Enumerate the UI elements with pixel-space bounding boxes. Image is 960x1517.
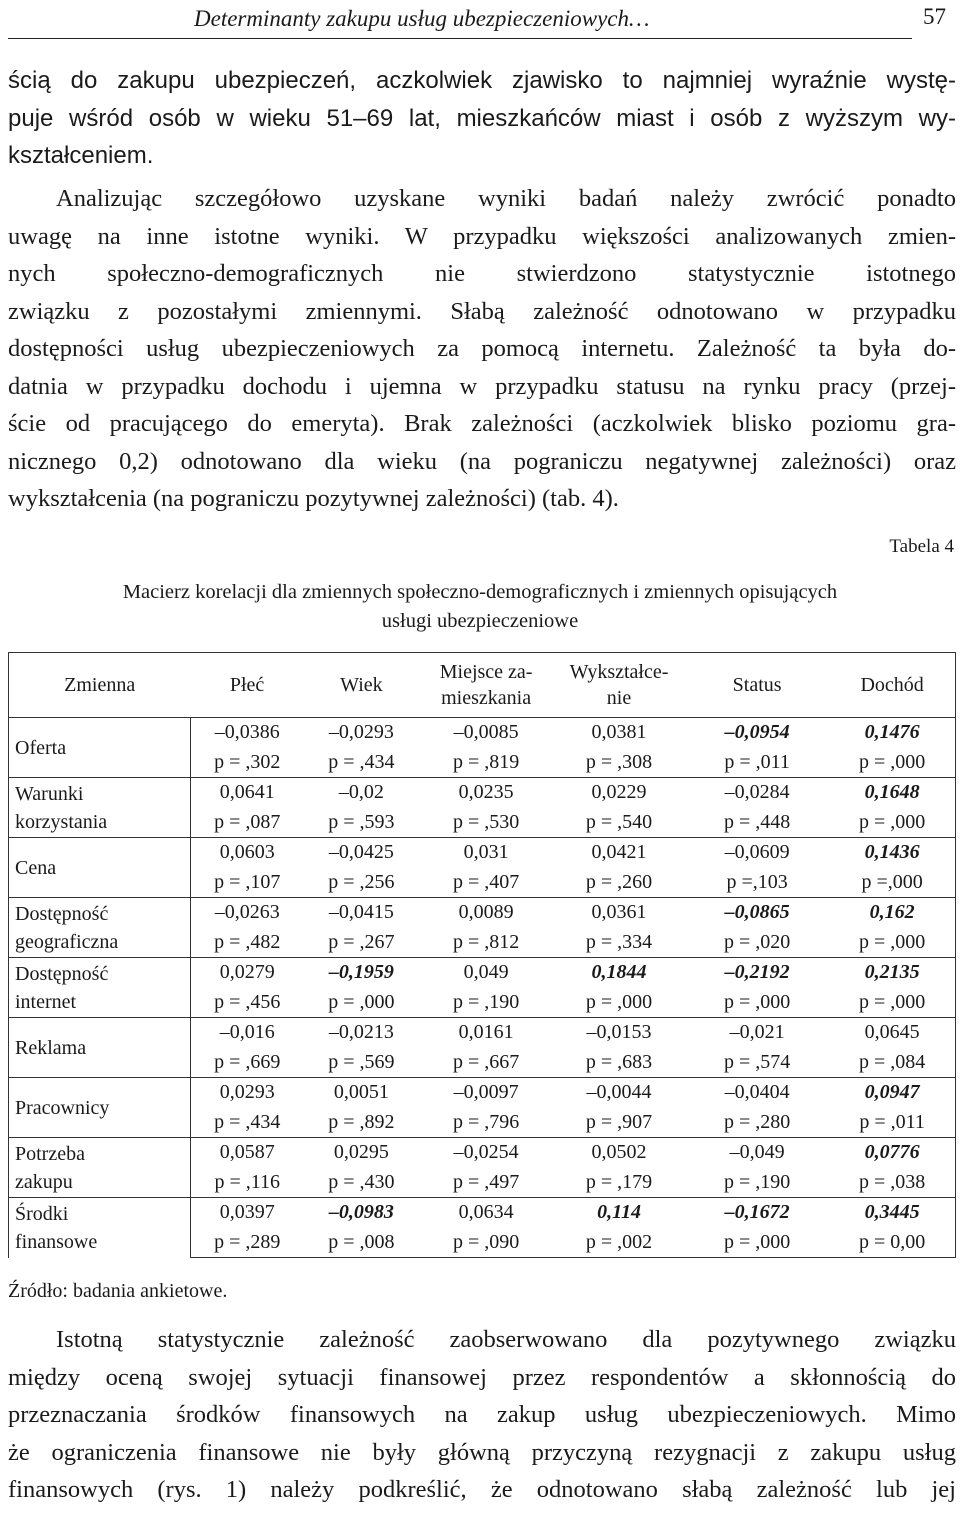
- correlation-cell: 0,0279: [219, 961, 275, 983]
- p-value-cell: p = ,334: [553, 928, 685, 958]
- correlation-cell: 0,114: [597, 1201, 641, 1223]
- p-value-cell: p = ,308: [553, 748, 685, 778]
- correlation-cell: –0,021: [729, 1021, 785, 1043]
- p-value-cell: p = ,107: [190, 868, 303, 898]
- text-line: kształceniem.: [8, 142, 154, 169]
- p-value-cell: p = ,260: [553, 868, 685, 898]
- caption-line: Macierz korelacji dla zmiennych społeczno-demograficznych i zmiennych opisujących: [122, 581, 838, 603]
- running-head-title: Determinanty zakupu usług ubezpieczeniowych…: [194, 6, 650, 31]
- column-header-line: Dochód: [860, 674, 924, 696]
- correlation-cell: –0,0404: [724, 1081, 790, 1103]
- paragraph-1: [8, 62, 956, 175]
- column-header-line: mieszkania: [441, 687, 532, 709]
- correlation-cell: –0,0097: [453, 1081, 519, 1103]
- correlation-cell: 0,0603: [219, 841, 275, 863]
- table-row: [9, 898, 956, 928]
- text-line: że ograniczenia finansowe nie były główną przyczyną rezygnacji z zakupu usług: [8, 1438, 956, 1466]
- variable-label-line: internet: [15, 990, 77, 1013]
- correlation-cell: 0,0229: [591, 781, 647, 803]
- correlation-cell: 0,031: [463, 841, 509, 863]
- p-value-cell: p = ,190: [419, 988, 553, 1018]
- p-value-cell: p = ,683: [553, 1048, 685, 1078]
- text-line: uwagę na inne istotne wyniki. W przypadku większości analizowanych zmien-: [8, 222, 956, 250]
- variable-label-line: Pracownicy: [15, 1096, 110, 1119]
- correlation-cell: 0,0634: [458, 1201, 514, 1223]
- column-header: [9, 653, 191, 718]
- variable-label-line: Reklama: [15, 1036, 87, 1059]
- p-value-cell: p = ,000: [829, 988, 955, 1018]
- p-value-cell: p = ,179: [553, 1168, 685, 1198]
- correlation-cell: 0,162: [829, 898, 955, 928]
- correlation-cell: –0,0954: [724, 721, 790, 743]
- table-source: Źródło: badania ankietowe.: [8, 1280, 228, 1302]
- correlation-cell: 0,0051: [333, 1081, 389, 1103]
- p-value-cell: p = ,574: [685, 1048, 829, 1078]
- p-value-cell: p = ,000: [304, 988, 419, 1018]
- correlation-cell: 0,0502: [591, 1141, 647, 1163]
- paragraph-3: [8, 1321, 956, 1509]
- p-value-cell: p = ,593: [304, 808, 419, 838]
- correlation-cell: –0,0254: [453, 1141, 519, 1163]
- table-row: [9, 778, 956, 808]
- p-value-cell: p = ,087: [190, 808, 303, 838]
- correlation-cell: –0,1672: [724, 1201, 790, 1223]
- correlation-cell: –0,0153: [586, 1021, 652, 1043]
- p-value-cell: p = ,084: [829, 1048, 955, 1078]
- p-value-cell: p = ,000: [553, 988, 685, 1018]
- column-header-line: Wykształce-: [569, 661, 669, 683]
- variable-label-line: Cena: [15, 856, 57, 879]
- table-caption: [0, 578, 960, 636]
- text-line: nych społeczno-demograficznych nie stwierdzono statystycznie istotnego: [8, 260, 956, 287]
- p-value-cell: p = ,819: [419, 748, 553, 778]
- text-line: Istotną statystycznie zależność zaobserwowano dla pozytywnego związku: [56, 1326, 956, 1353]
- text-line: ście od pracującego do emeryta). Brak zależności (aczkolwiek blisko poziomu gra-: [8, 410, 956, 437]
- header-rule: [8, 38, 912, 39]
- p-value-cell: p = ,011: [685, 748, 829, 778]
- p-value-cell: p = ,090: [419, 1228, 553, 1258]
- variable-label: [9, 958, 191, 1018]
- variable-label: [9, 1018, 191, 1078]
- p-value-cell: p = ,000: [829, 808, 955, 838]
- correlation-cell: 0,1436: [829, 838, 955, 868]
- correlation-cell: 0,0235: [458, 781, 514, 803]
- column-header: [829, 653, 955, 718]
- p-value-cell: p = ,000: [829, 748, 955, 778]
- correlation-cell: –0,0983: [328, 1201, 394, 1223]
- p-value-cell: p = ,669: [190, 1048, 303, 1078]
- p-value-cell: p = ,190: [685, 1168, 829, 1198]
- variable-label-line: Oferta: [15, 736, 67, 759]
- correlation-cell: 0,2135: [829, 958, 955, 988]
- page-number: 57: [923, 4, 946, 29]
- correlation-cell: –0,049: [729, 1141, 785, 1163]
- p-value-cell: p = ,038: [829, 1168, 955, 1198]
- p-value-cell: p = ,430: [304, 1168, 419, 1198]
- p-value-cell: p = ,000: [685, 988, 829, 1018]
- p-value-cell: p = ,667: [419, 1048, 553, 1078]
- text-line: wykształcenia (na pograniczu pozytywnej zależności) (tab. 4).: [8, 485, 619, 512]
- p-value-cell: p = ,448: [685, 808, 829, 838]
- correlation-cell: –0,0213: [328, 1021, 394, 1043]
- p-value-cell: p = ,796: [419, 1108, 553, 1138]
- text-line: związku z pozostałymi zmiennymi. Słabą zależność odnotowano w przypadku: [8, 297, 956, 325]
- table-row: [9, 1078, 956, 1108]
- p-value-cell: p = ,434: [304, 748, 419, 778]
- variable-label-line: Warunki: [15, 782, 84, 805]
- correlation-cell: –0,1959: [328, 961, 394, 983]
- variable-label-line: Środki: [15, 1202, 69, 1225]
- variable-label: [9, 1078, 191, 1138]
- variable-label-line: Potrzeba: [15, 1142, 85, 1165]
- text-line: datnia w przypadku dochodu i ujemna w przypadku statusu na rynku pracy (przej-: [8, 372, 956, 400]
- correlation-cell: –0,0263: [214, 901, 280, 923]
- table-row: [9, 838, 956, 868]
- table-row: [9, 1138, 956, 1168]
- variable-label-line: geograficzna: [15, 930, 119, 953]
- correlation-cell: –0,2192: [724, 961, 790, 983]
- p-value-cell: p = ,569: [304, 1048, 419, 1078]
- variable-label: [9, 778, 191, 838]
- correlation-cell: –0,016: [219, 1021, 275, 1043]
- correlation-cell: 0,0947: [829, 1078, 955, 1108]
- column-header-line: Zmienna: [64, 674, 136, 696]
- text-line: nicznego 0,2) odnotowano dla wieku (na pograniczu negatywnej zależności) oraz: [8, 447, 956, 475]
- p-value-cell: p = ,280: [685, 1108, 829, 1138]
- table-label: Tabela 4: [889, 536, 954, 557]
- p-value-cell: p = ,008: [304, 1228, 419, 1258]
- text-line: finansowych (rys. 1) należy podkreślić, że odnotowano słabą zależność lub jej: [8, 1476, 956, 1503]
- correlation-cell: 0,1648: [829, 778, 955, 808]
- p-value-cell: p = ,907: [553, 1108, 685, 1138]
- p-value-cell: p = ,530: [419, 808, 553, 838]
- correlation-cell: –0,0425: [328, 841, 394, 863]
- correlation-cell: 0,1844: [591, 961, 647, 983]
- text-line: między oceną swojej sytuacji finansowej przez respondentów a skłonnością do: [8, 1363, 956, 1391]
- correlation-cell: –0,0085: [453, 721, 519, 743]
- column-header-line: Wiek: [340, 674, 383, 696]
- correlation-cell: 0,0641: [219, 781, 275, 803]
- p-value-cell: p = ,002: [553, 1228, 685, 1258]
- p-value-cell: p = ,267: [304, 928, 419, 958]
- table-header-row: [9, 653, 956, 718]
- correlation-cell: 0,0776: [829, 1138, 955, 1168]
- p-value-cell: p = ,020: [685, 928, 829, 958]
- correlation-cell: 0,0161: [458, 1021, 514, 1043]
- p-value-cell: p = ,256: [304, 868, 419, 898]
- paragraph-2: [8, 180, 956, 518]
- variable-label: [9, 718, 191, 778]
- table-row: [9, 1018, 956, 1048]
- p-value-cell: p = ,892: [304, 1108, 419, 1138]
- p-value-cell: p = ,540: [553, 808, 685, 838]
- correlation-cell: 0,0089: [458, 901, 514, 923]
- table-row: [9, 1198, 956, 1228]
- correlation-cell: 0,049: [463, 961, 509, 983]
- p-value-cell: p = ,497: [419, 1168, 553, 1198]
- variable-label: [9, 1198, 191, 1258]
- correlation-cell: –0,02: [338, 781, 384, 803]
- variable-label: [9, 1138, 191, 1198]
- p-value-cell: p = ,011: [829, 1108, 955, 1138]
- correlation-cell: 0,0645: [829, 1018, 955, 1048]
- variable-label: [9, 838, 191, 898]
- table-body: [9, 718, 956, 1258]
- table-row: [9, 718, 956, 748]
- column-header-line: Status: [732, 674, 782, 696]
- p-value-cell: p = ,289: [190, 1228, 303, 1258]
- p-value-cell: p = ,000: [829, 928, 955, 958]
- p-value-cell: p = ,434: [190, 1108, 303, 1138]
- running-head: [8, 4, 952, 40]
- column-header: [190, 653, 303, 718]
- correlation-cell: 0,0295: [333, 1141, 389, 1163]
- p-value-cell: p =,103: [685, 868, 829, 898]
- p-value-cell: p = ,302: [190, 748, 303, 778]
- column-header: [685, 653, 829, 718]
- correlation-cell: 0,0587: [219, 1141, 275, 1163]
- text-line: puje wśród osób w wieku 51–69 lat, mieszkańców miast i osób z wyższym wy-: [8, 104, 956, 132]
- correlation-cell: 0,0421: [591, 841, 647, 863]
- variable-label-line: zakupu: [15, 1170, 73, 1193]
- correlation-cell: –0,0386: [214, 721, 280, 743]
- column-header: [553, 653, 685, 718]
- correlation-table: [8, 652, 956, 1258]
- column-header: [419, 653, 553, 718]
- p-value-cell: p = ,812: [419, 928, 553, 958]
- variable-label-line: finansowe: [15, 1230, 98, 1253]
- text-line: dostępności usług ubezpieczeniowych za pomocą internetu. Zależność ta była do-: [8, 335, 956, 362]
- text-line: przeznaczania środków finansowych na zakup usług ubezpieczeniowych. Mimo: [8, 1401, 956, 1428]
- correlation-cell: –0,0293: [328, 721, 394, 743]
- correlation-cell: –0,0044: [586, 1081, 652, 1103]
- variable-label: [9, 898, 191, 958]
- correlation-cell: –0,0415: [328, 901, 394, 923]
- column-header-line: Płeć: [229, 674, 265, 696]
- p-value-cell: p =,000: [829, 868, 955, 898]
- p-value-cell: p = 0,00: [829, 1228, 955, 1258]
- correlation-cell: –0,0865: [724, 901, 790, 923]
- caption-line: usługi ubezpieczeniowe: [381, 610, 579, 632]
- correlation-cell: –0,0609: [724, 841, 790, 863]
- p-value-cell: p = ,482: [190, 928, 303, 958]
- text-line: Analizując szczegółowo uzyskane wyniki badań należy zwrócić ponadto: [56, 185, 956, 212]
- column-header-line: Miejsce za-: [439, 661, 533, 683]
- p-value-cell: p = ,116: [190, 1168, 303, 1198]
- correlation-cell: 0,1476: [829, 718, 955, 748]
- text-line: ścią do zakupu ubezpieczeń, aczkolwiek zjawisko to najmniej wyraźnie wystę-: [8, 67, 956, 94]
- variable-label-line: Dostępność: [15, 902, 109, 925]
- variable-label-line: Dostępność: [15, 962, 109, 985]
- correlation-cell: 0,0397: [219, 1201, 275, 1223]
- variable-label-line: korzystania: [15, 810, 108, 833]
- correlation-cell: –0,0284: [724, 781, 790, 803]
- p-value-cell: p = ,407: [419, 868, 553, 898]
- column-header-line: nie: [606, 687, 632, 709]
- p-value-cell: p = ,456: [190, 988, 303, 1018]
- correlation-cell: 0,0293: [219, 1081, 275, 1103]
- column-header: [304, 653, 419, 718]
- correlation-cell: 0,3445: [829, 1198, 955, 1228]
- p-value-cell: p = ,000: [685, 1228, 829, 1258]
- table-row: [9, 958, 956, 988]
- correlation-cell: 0,0361: [591, 901, 647, 923]
- correlation-cell: 0,0381: [591, 721, 647, 743]
